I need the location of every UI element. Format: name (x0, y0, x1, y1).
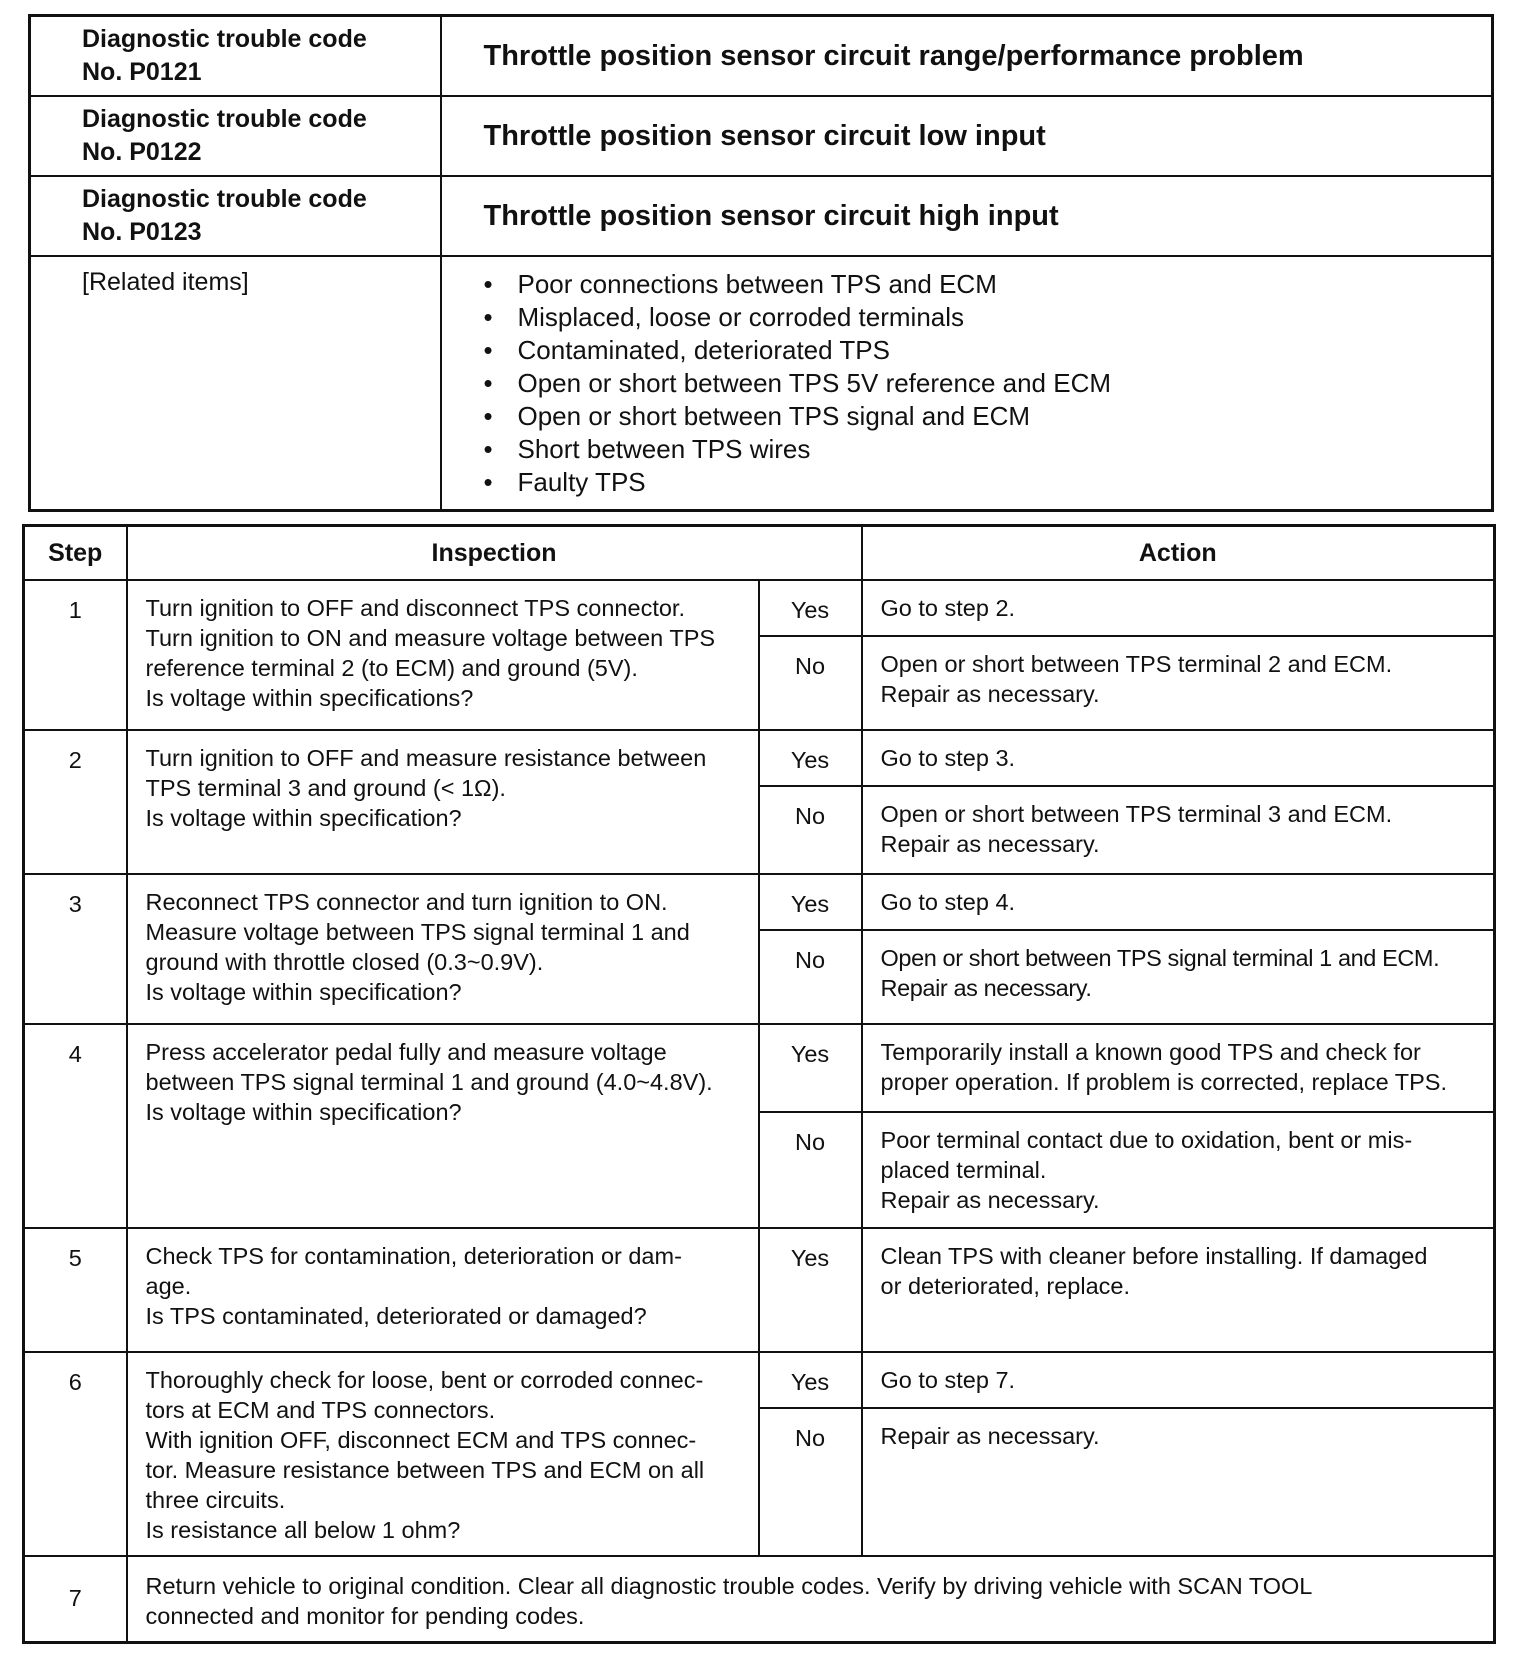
table-row (24, 1024, 1495, 1112)
final-step-text (127, 1556, 1495, 1643)
bullet-icon: • (483, 434, 493, 464)
yes-action (862, 1024, 1495, 1112)
step-number: 1 (24, 580, 127, 730)
yes-label: Yes (759, 580, 862, 636)
related-item-text: Open or short between TPS signal and ECM (517, 401, 1031, 431)
related-items-row (30, 256, 1493, 511)
inspection-line: reference terminal 2 (to ECM) and ground (5V). (145, 655, 638, 681)
no-label: No (759, 636, 862, 730)
step-inspection (127, 1228, 759, 1352)
inspection-line: Measure voltage between TPS signal terminal 1 and (145, 919, 690, 945)
yes-action (862, 1228, 1495, 1352)
dtc-code-label: Diagnostic trouble code (82, 185, 367, 213)
step-inspection (127, 580, 759, 730)
action-line: Poor terminal contact due to oxidation, bent or mis- (880, 1127, 1413, 1153)
action-line: Repair as necessary. (880, 1423, 1100, 1449)
no-action (862, 786, 1495, 874)
yes-action (862, 730, 1495, 786)
step-inspection (127, 730, 759, 874)
related-items-cell (441, 256, 1493, 511)
action-line: placed terminal. (880, 1157, 1047, 1183)
yes-action (862, 580, 1495, 636)
action-line: Open or short between TPS terminal 2 and ECM. (880, 651, 1393, 677)
dtc-code-cell (30, 96, 441, 176)
step-number: 5 (24, 1228, 127, 1352)
no-label: No (759, 786, 862, 874)
dtc-code-label: Diagnostic trouble code (82, 105, 367, 133)
no-action (862, 636, 1495, 730)
inspection-line: Check TPS for contamination, deterioration or dam- (145, 1243, 682, 1269)
final-step-line: Return vehicle to original condition. Clear all diagnostic trouble codes. Verify by driving vehicle with SCAN TOOL (145, 1573, 1313, 1599)
inspection-line: Is voltage within specification? (145, 805, 462, 831)
inspection-line: tor. Measure resistance between TPS and ECM on all (145, 1457, 705, 1483)
step-inspection (127, 874, 759, 1024)
related-items-list (484, 268, 1482, 499)
dtc-code-number: No. P0122 (82, 138, 202, 166)
column-header-action: Action (862, 526, 1495, 581)
yes-action (862, 1352, 1495, 1408)
related-items-label: [Related items] (30, 256, 441, 511)
dtc-row (30, 16, 1493, 97)
yes-label: Yes (759, 1352, 862, 1408)
bullet-icon: • (483, 335, 493, 365)
action-line: Go to step 7. (880, 1367, 1016, 1393)
yes-label: Yes (759, 1024, 862, 1112)
dtc-code-number: No. P0123 (82, 218, 202, 246)
inspection-line: Is resistance all below 1 ohm? (145, 1517, 461, 1543)
no-action (862, 930, 1495, 1024)
inspection-line: TPS terminal 3 and ground (< 1Ω). (145, 775, 506, 801)
yes-action (862, 874, 1495, 930)
action-line: Repair as necessary. (880, 975, 1092, 1001)
bullet-icon: • (483, 269, 493, 299)
bullet-icon: • (483, 368, 493, 398)
action-line: Repair as necessary. (880, 681, 1100, 707)
table-row (24, 580, 1495, 636)
inspection-line: Is TPS contaminated, deteriorated or damaged? (145, 1303, 647, 1329)
dtc-title: Throttle position sensor circuit range/performance problem (441, 16, 1493, 97)
table-row (24, 874, 1495, 930)
action-line: Open or short between TPS signal terminal 1 and ECM. (880, 945, 1440, 971)
no-action (862, 1408, 1495, 1556)
list-item (484, 367, 1482, 400)
dtc-code-cell (30, 176, 441, 256)
action-line: or deteriorated, replace. (880, 1273, 1131, 1299)
inspection-line: Thoroughly check for loose, bent or corroded connec- (145, 1367, 704, 1393)
bullet-icon: • (483, 467, 493, 497)
no-label: No (759, 930, 862, 1024)
action-line: Open or short between TPS terminal 3 and ECM. (880, 801, 1393, 827)
inspection-line: Turn ignition to ON and measure voltage between TPS (145, 625, 716, 651)
action-line: Go to step 3. (880, 745, 1016, 771)
no-label: No (759, 1408, 862, 1556)
yes-label: Yes (759, 730, 862, 786)
list-item (484, 466, 1482, 499)
related-item-text: Poor connections between TPS and ECM (517, 269, 997, 299)
dtc-header-table (28, 14, 1494, 512)
table-header-row (24, 526, 1495, 581)
table-row (24, 730, 1495, 786)
inspection-line: Turn ignition to OFF and disconnect TPS connector. (145, 595, 685, 621)
related-item-text: Faulty TPS (517, 467, 646, 497)
table-row (24, 1352, 1495, 1408)
no-action (862, 1112, 1495, 1228)
dtc-title: Throttle position sensor circuit low input (441, 96, 1493, 176)
inspection-line: With ignition OFF, disconnect ECM and TPS connec- (145, 1427, 697, 1453)
list-item (484, 334, 1482, 367)
inspection-line: Is voltage within specification? (145, 979, 462, 1005)
related-item-text: Contaminated, deteriorated TPS (517, 335, 890, 365)
bullet-icon: • (483, 302, 493, 332)
dtc-code-number: No. P0121 (82, 58, 202, 86)
list-item (484, 400, 1482, 433)
step-number: 2 (24, 730, 127, 874)
column-header-step: Step (24, 526, 127, 581)
yes-label: Yes (759, 874, 862, 930)
diagnostic-steps-table (22, 524, 1496, 1644)
action-line: Repair as necessary. (880, 1187, 1100, 1213)
step-inspection (127, 1024, 759, 1228)
step-number: 3 (24, 874, 127, 1024)
related-item-text: Misplaced, loose or corroded terminals (517, 302, 965, 332)
action-line: Go to step 2. (880, 595, 1016, 621)
yes-label: Yes (759, 1228, 862, 1352)
step-inspection (127, 1352, 759, 1556)
related-item-text: Open or short between TPS 5V reference and ECM (517, 368, 1112, 398)
no-label: No (759, 1112, 862, 1228)
column-header-inspection: Inspection (127, 526, 862, 581)
list-item (484, 433, 1482, 466)
inspection-line: tors at ECM and TPS connectors. (145, 1397, 496, 1423)
table-row (24, 1228, 1495, 1352)
dtc-title: Throttle position sensor circuit high input (441, 176, 1493, 256)
dtc-code-label: Diagnostic trouble code (82, 25, 367, 53)
dtc-row (30, 176, 1493, 256)
bullet-icon: • (483, 401, 493, 431)
action-line: Clean TPS with cleaner before installing. If damaged (880, 1243, 1428, 1269)
table-row (24, 1556, 1495, 1643)
inspection-line: age. (145, 1273, 192, 1299)
step-number: 4 (24, 1024, 127, 1228)
inspection-line: Is voltage within specification? (145, 1099, 462, 1125)
inspection-line: between TPS signal terminal 1 and ground (4.0~4.8V). (145, 1069, 713, 1095)
list-item (484, 268, 1482, 301)
inspection-line: Press accelerator pedal fully and measure voltage (145, 1039, 667, 1065)
inspection-line: ground with throttle closed (0.3~0.9V). (145, 949, 544, 975)
inspection-line: Reconnect TPS connector and turn ignition to ON. (145, 889, 668, 915)
action-line: Go to step 4. (880, 889, 1016, 915)
inspection-line: three circuits. (145, 1487, 286, 1513)
dtc-code-cell (30, 16, 441, 97)
list-item (484, 301, 1482, 334)
inspection-line: Is voltage within specifications? (145, 685, 474, 711)
action-line: Repair as necessary. (880, 831, 1100, 857)
related-item-text: Short between TPS wires (517, 434, 811, 464)
dtc-row (30, 96, 1493, 176)
action-line: Temporarily install a known good TPS and check for (880, 1039, 1421, 1065)
action-line: proper operation. If problem is corrected, replace TPS. (880, 1069, 1447, 1095)
step-number: 7 (24, 1556, 127, 1643)
final-step-line: connected and monitor for pending codes. (145, 1603, 585, 1629)
inspection-line: Turn ignition to OFF and measure resistance between (145, 745, 707, 771)
step-number: 6 (24, 1352, 127, 1556)
